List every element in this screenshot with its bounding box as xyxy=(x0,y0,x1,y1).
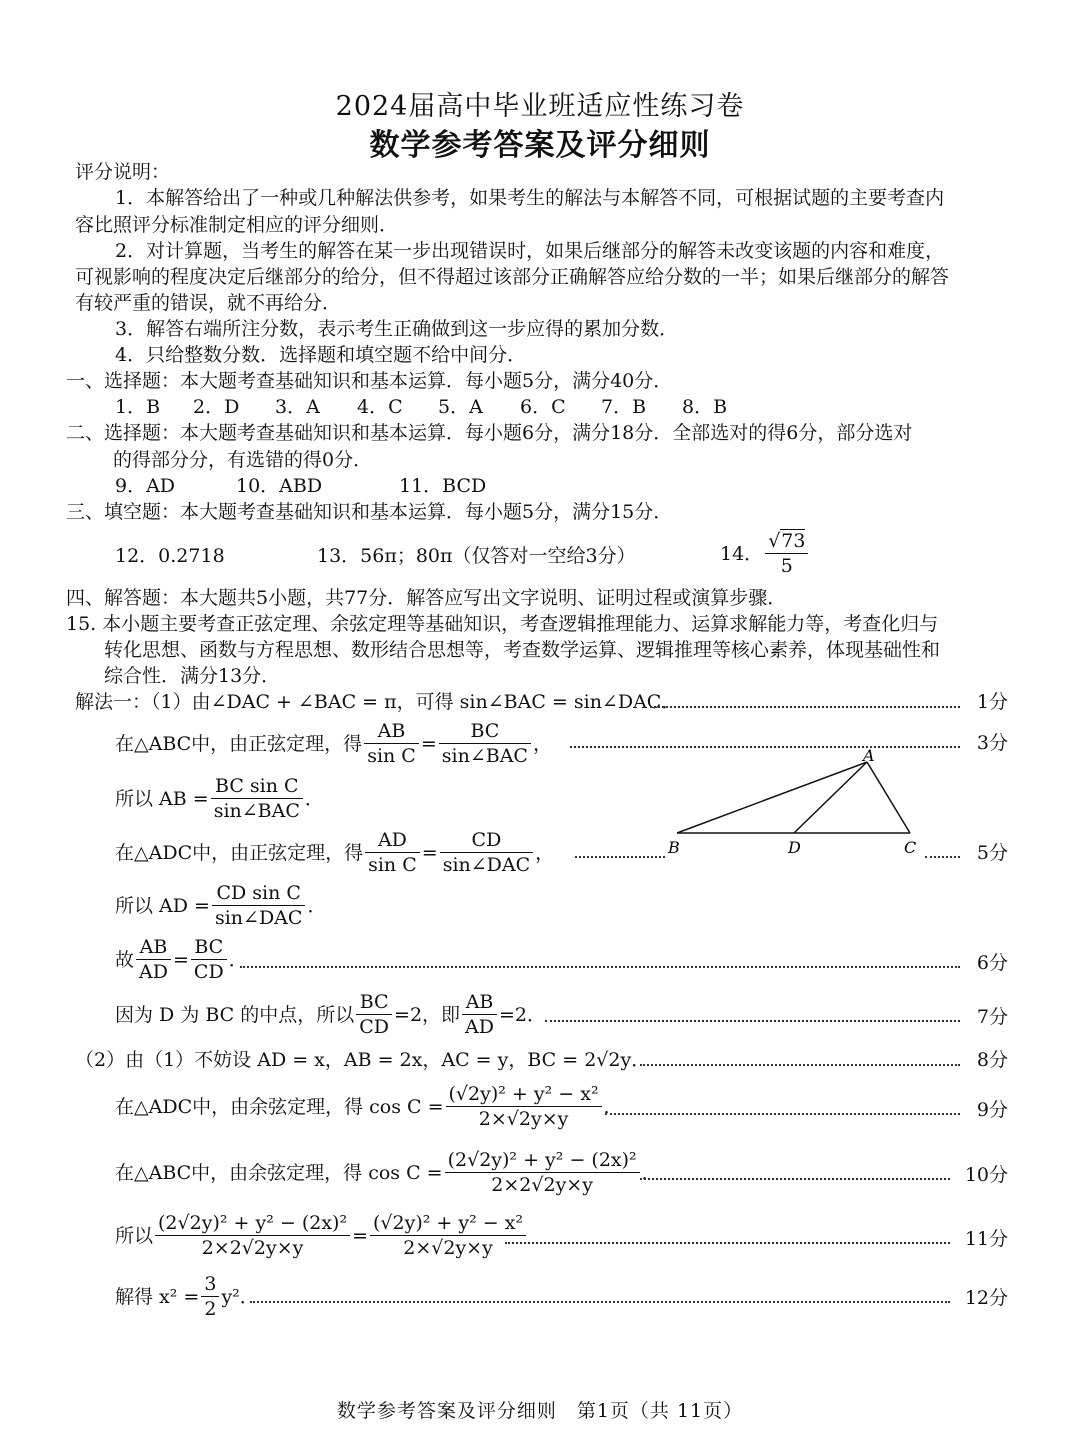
label-b: B xyxy=(668,838,680,857)
step12-tail: y²． xyxy=(221,1285,259,1308)
step3-den: sin∠BAC xyxy=(213,800,300,822)
score-3: 5分 xyxy=(976,842,1008,864)
score-2: 3分 xyxy=(976,732,1008,754)
step4-num2: CD xyxy=(440,828,533,853)
exam-title: 2024届高中毕业班适应性练习卷 xyxy=(335,91,745,122)
answer-11: 11．BCD xyxy=(399,475,487,497)
score-6: 8分 xyxy=(976,1049,1008,1071)
step5-den: sin∠DAC xyxy=(214,907,303,929)
step6-num2: BC xyxy=(191,935,227,960)
solution-step-9: 在△ADC中，由余弦定理，得 cos C = $\frac{\text{(√2y)² + y² − x²}}{2\times√2y\times y}$ ． xyxy=(115,1083,623,1130)
solution-step-2: 在△ABC中，由正弦定理，得 $\frac{AB}{\text{sin C}}$ = $\frac{BC}{\text{sin∠BAC}}$ ， xyxy=(115,720,552,767)
step11-num2: (√2y)² + y² − x² xyxy=(370,1211,526,1236)
document-title: 数学参考答案及评分细则 xyxy=(369,128,711,163)
step3-num: BC sin C xyxy=(211,774,303,799)
leader-dots-1 xyxy=(650,706,960,708)
step10-den: 2×2√2y×y xyxy=(491,1174,593,1196)
step4-den1: sin C xyxy=(368,854,417,876)
leader-dots-6 xyxy=(640,1064,960,1066)
leader-dots-8 xyxy=(640,1178,950,1180)
leader-dots-3a xyxy=(575,856,665,858)
answer-6: 6．C xyxy=(520,396,566,418)
leader-dots-7 xyxy=(605,1113,960,1115)
step7-text-b: =2，即 xyxy=(394,1003,461,1026)
note-1: 1．本解答给出了一种或几种解法供参考，如果考生的解法与本解答不同，可根据试题的主要考查内 xyxy=(115,187,945,209)
score-4: 6分 xyxy=(976,952,1008,974)
step12-den: 2 xyxy=(204,1298,217,1320)
section1-heading: 一、选择题：本大题考查基础知识和基本运算．每小题5分，满分40分． xyxy=(66,370,673,392)
leader-dots-3b xyxy=(925,856,960,858)
answer-12: 12．0.2718 xyxy=(115,545,225,567)
label-a: A xyxy=(863,746,875,765)
step7-num2: AB xyxy=(462,990,497,1015)
step7-den2: AD xyxy=(465,1016,495,1038)
step11-num1: (2√2y)² + y² − (2x)² xyxy=(155,1211,350,1236)
step3-text: 所以 AB = xyxy=(115,787,209,810)
answer-13: 13．56π；80π（仅答对一空给3分） xyxy=(317,545,636,567)
answer-5: 5．A xyxy=(438,396,483,418)
step7-den1: CD xyxy=(359,1016,390,1038)
leader-dots-9 xyxy=(505,1242,950,1244)
step6-num1: AB xyxy=(136,935,171,960)
step4-text: 在△ADC中，由正弦定理，得 xyxy=(115,841,364,864)
section3-heading: 三、填空题：本大题考查基础知识和基本运算．每小题5分，满分15分． xyxy=(66,501,673,523)
note-2: 2．对计算题，当考生的解答在某一步出现错误时，如果后继部分的解答未改变该题的内容和难度， xyxy=(115,240,945,262)
step2-den1: sin C xyxy=(367,745,416,767)
answer-14-denominator: 5 xyxy=(765,553,808,578)
score-8: 10分 xyxy=(964,1164,1008,1186)
step10-text: 在△ABC中，由余弦定理，得 cos C = xyxy=(115,1161,443,1184)
step11-text: 所以 xyxy=(115,1224,154,1247)
solution-step-6: 故 $\frac{AB}{AD}$ = $\frac{BC}{CD}$ ． xyxy=(115,936,248,983)
answer-8: 8．B xyxy=(682,396,728,418)
label-d: D xyxy=(788,838,801,857)
step2-num2: BC xyxy=(439,719,531,744)
step4-den2: sin∠DAC xyxy=(442,854,531,876)
step11-den2: 2×√2y×y xyxy=(403,1237,493,1259)
leader-dots-5 xyxy=(545,1020,960,1022)
answer-3: 3．A xyxy=(275,396,320,418)
answer-14 xyxy=(720,529,810,578)
leader-dots-4 xyxy=(240,966,960,968)
score-9: 11分 xyxy=(964,1228,1008,1250)
triangle-figure xyxy=(660,745,925,860)
answer-7: 7．B xyxy=(601,396,647,418)
solution-step-11: 所以 $\frac{\text{(2√2y)² + y² − (2x)²}}{2\times 2√2y\times y}$ = $\frac{\text{(√2y)² + y² − x²}}{2\times√2y\times y}$ xyxy=(115,1211,528,1260)
step9-num: (√2y)² + y² − x² xyxy=(446,1082,602,1107)
step9-text: 在△ADC中，由余弦定理，得 cos C = xyxy=(115,1095,444,1118)
q15-intro-cont2: 综合性．满分13分． xyxy=(104,665,281,687)
answer-2: 2．D xyxy=(193,396,240,418)
step2-text: 在△ABC中，由正弦定理，得 xyxy=(115,732,363,755)
notes-heading: 评分说明： xyxy=(75,161,171,183)
step2-num1: AB xyxy=(364,719,419,744)
step9-den: 2×√2y×y xyxy=(478,1108,569,1130)
answer-9: 9．AD xyxy=(115,475,176,497)
answer-14-numerator: 73 xyxy=(781,530,806,552)
page-footer: 数学参考答案及评分细则 第1页（共 11页） xyxy=(336,1400,744,1422)
note-2-cont: 可视影响的程度决定后继部分的给分，但不得超过该部分正确解答应给分数的一半；如果后继部分的解答 xyxy=(75,266,950,288)
step6-text: 故 xyxy=(115,948,135,971)
answer-10: 10．ABD xyxy=(236,475,323,497)
solution-step-10: 在△ABC中，由余弦定理，得 cos C = $\frac{\text{(2√2y)² + y² − (2x)²}}{2\times 2√2y\times y}$ ． xyxy=(115,1149,661,1196)
note-1-cont: 容比照评分标准制定相应的评分细则． xyxy=(75,214,399,236)
solution-step-1: 解法一：（1）由∠DAC + ∠BAC = π，可得 sin∠BAC = sin∠DAC． xyxy=(75,691,681,713)
step7-text-a: 因为 D 为 BC 的中点，所以 xyxy=(115,1003,355,1026)
solution-step-12 xyxy=(115,1272,259,1321)
score-10: 12分 xyxy=(964,1287,1008,1309)
step5-text: 所以 AD = xyxy=(115,894,210,917)
step10-num: (2√2y)² + y² − (2x)² xyxy=(445,1148,640,1173)
step2-den2: sin∠BAC xyxy=(441,745,528,767)
solution-step-8: （2）由（1）不妨设 AD = x，AB = 2x，AC = y，BC = 2√2y． xyxy=(75,1049,651,1071)
solution-step-7 xyxy=(115,990,546,1039)
step6-den2: CD xyxy=(193,961,224,983)
answer-1: 1．B xyxy=(115,396,161,418)
solution-step-4: 在△ADC中，由正弦定理，得 $\frac{AD}{\text{sin C}}$ = $\frac{CD}{\text{sin∠DAC}}$ ， xyxy=(115,829,555,876)
section4-heading: 四、解答题：本大题共5小题，共77分．解答应写出文字说明、证明过程或演算步骤． xyxy=(66,587,787,609)
score-5: 7分 xyxy=(976,1006,1008,1028)
solution-step-3: 所以 AB = $\frac{\text{BC sin C}}{\text{sin∠BAC}}$ ． xyxy=(115,775,324,822)
answer-14-fraction: $\frac{√73}{5}$ xyxy=(765,529,808,578)
step7-text-c: =2． xyxy=(499,1003,547,1026)
answer-4: 4．C xyxy=(357,396,403,418)
step6-den1: AD xyxy=(139,961,168,983)
note-4: 4．只给整数分数．选择题和填空题不给中间分． xyxy=(115,344,527,366)
section2-heading-cont: 的得部分分，有选错的得0分． xyxy=(113,449,373,471)
q15-intro-cont: 转化思想、函数与方程思想、数形结合思想等，考查数学运算、逻辑推理等核心素养，体现基础性和 xyxy=(104,639,941,661)
solution-step-5: 所以 AD = $\frac{\text{CD sin C}}{\text{sin∠DAC}}$ ． xyxy=(115,882,327,929)
answer-14-label: 14． xyxy=(720,542,764,565)
q15-intro: 15. 本小题主要考查正弦定理、余弦定理等基础知识，考查逻辑推理能力、运算求解能力等，考查化归与 xyxy=(66,613,939,635)
label-c: C xyxy=(904,838,917,857)
step12-num: 3 xyxy=(201,1272,219,1297)
segment-ad xyxy=(794,762,867,833)
section2-heading: 二、选择题：本大题考查基础知识和基本运算．每小题6分，满分18分．全部选对的得6分，部分选对 xyxy=(66,422,913,444)
score-7: 9分 xyxy=(976,1099,1008,1121)
note-2-cont2: 有较严重的错误，就不再给分． xyxy=(75,292,342,314)
leader-dots-10 xyxy=(250,1301,950,1303)
segment-ac xyxy=(867,762,910,833)
step12-text: 解得 x² = xyxy=(115,1285,200,1308)
segment-ab xyxy=(677,762,867,833)
step5-num: CD sin C xyxy=(212,881,305,906)
score-1: 1分 xyxy=(976,691,1008,713)
step7-num1: BC xyxy=(356,990,392,1015)
note-3: 3．解答右端所注分数，表示考生正确做到这一步应得的累加分数． xyxy=(115,318,679,340)
step11-den1: 2×2√2y×y xyxy=(201,1237,304,1259)
step4-num1: AD xyxy=(365,828,420,853)
